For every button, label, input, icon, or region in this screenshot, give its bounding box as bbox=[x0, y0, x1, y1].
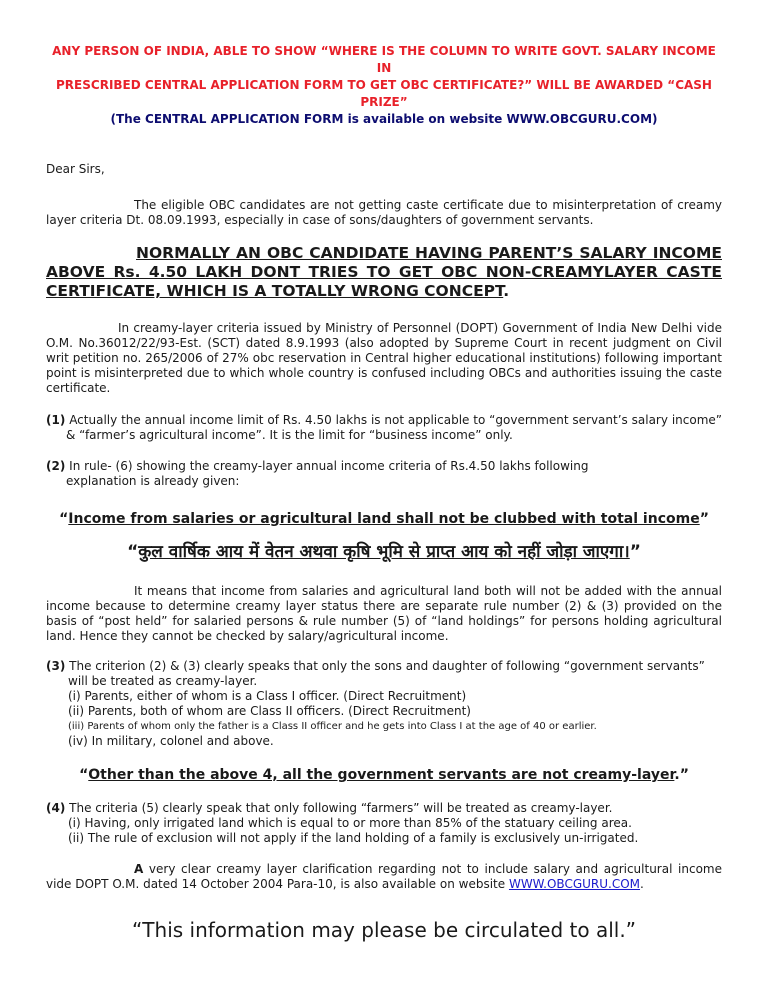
quote2-close: .” bbox=[674, 767, 689, 783]
quote-close: ” bbox=[699, 511, 709, 527]
headline-end: . bbox=[503, 282, 510, 300]
obcguru-link[interactable]: WWW.OBCGURU.COM bbox=[508, 877, 641, 891]
quote-open: “ bbox=[59, 511, 69, 527]
quote2-open: “ bbox=[79, 767, 89, 783]
point-3-list bbox=[46, 689, 722, 749]
list-item: (iv) In military, colonel and above. bbox=[68, 734, 274, 748]
point-1 bbox=[46, 413, 722, 443]
banner-line-3: (The CENTRAL APPLICATION FORM is available on website WWW.OBCGURU.COM) bbox=[110, 112, 658, 126]
criteria-paragraph: In creamy-layer criteria issued by Ministry of Personnel (DOPT) Government of India New Delhi vide O.M. No.36012/22/93-Est. (SCT) dated 8.9.1993 (also adopted by Supreme Court in recent judgment on Civil writ petition no. 265/2006 of 27% obc reservation in Central higher educational institutions) following important point is misinterpreted due to which whole country is confused including OBCs and authorities issuing the caste certificate. bbox=[46, 321, 722, 395]
hindi-quote-text: कुल वार्षिक आय में वेतन अथवा कृषि भूमि से प्राप्त आय को नहीं जोड़ा जाएगा। bbox=[138, 542, 630, 562]
point-2-continued: explanation is already given: bbox=[66, 474, 240, 488]
government-servants-quote-text: Other than the above 4, all the government servants are not creamy-layer bbox=[88, 767, 675, 783]
salutation: Dear Sirs, bbox=[46, 162, 105, 176]
point-3 bbox=[46, 659, 722, 674]
banner-line-1: ANY PERSON OF INDIA, ABLE TO SHOW “WHERE IS THE COLUMN TO WRITE GOVT. SALARY INCOME IN bbox=[52, 44, 716, 75]
headline-text: NORMALLY AN OBC CANDIDATE HAVING PARENT’S SALARY INCOME ABOVE Rs. 4.50 LAKH DONT TRIES TO GET OBC NON-CREAMYLAYER CASTE CERTIFICATE, WHICH IS A TOTALLY WRONG CONCEPT bbox=[46, 244, 722, 300]
list-item: (iii) Parents of whom only the father is a Class II officer and he gets into Class I at the age of 40 or earlier. bbox=[68, 721, 597, 732]
point-2 bbox=[46, 459, 722, 474]
point-3-number: (3) bbox=[46, 659, 66, 673]
explanation-paragraph: It means that income from salaries and agricultural land both will not be added with the annual income because to determine creamy layer status there are separate rule number (2) & (3) provided on the basis of “post held” for salaried persons & rule number (5) of “land holdings” for persons holding agricultural land. Hence they cannot be checked by salary/agricultural income. bbox=[46, 584, 722, 643]
hindi-quote bbox=[46, 539, 722, 562]
point-4-text: The criteria (5) clearly speak that only following “farmers” will be treated as creamy-layer. bbox=[69, 801, 613, 815]
intro-paragraph: The eligible OBC candidates are not getting caste certificate due to misinterpretation of creamy layer criteria Dt. 08.09.1993, especially in case of sons/daughters of government servants. bbox=[46, 198, 722, 227]
point-3-text: The criterion (2) & (3) clearly speaks that only the sons and daughter of following “government servants” bbox=[69, 659, 705, 673]
clarification-end: . bbox=[640, 877, 644, 891]
point-2-number: (2) bbox=[46, 459, 66, 473]
list-item: (i) Having, only irrigated land which is equal to or more than 85% of the statuary ceiling area. bbox=[68, 816, 632, 830]
point-4 bbox=[46, 801, 722, 816]
list-item: (ii) The rule of exclusion will not apply if the land holding of a family is exclusively un-irrigated. bbox=[68, 831, 639, 845]
clarification-text: very clear creamy layer clarification regarding not to include salary and agricultural income vide DOPT O.M. dated 14 October 2004 Para-10, is also available on website bbox=[46, 862, 722, 891]
english-quote-text: Income from salaries or agricultural land shall not be clubbed with total income bbox=[68, 511, 700, 527]
point-4-number: (4) bbox=[46, 801, 66, 815]
banner-line-2: PRESCRIBED CENTRAL APPLICATION FORM TO GET OBC CERTIFICATE?” WILL BE AWARDED “CASH PRIZE” bbox=[56, 78, 712, 109]
list-item: (i) Parents, either of whom is a Class I officer. (Direct Recruitment) bbox=[68, 689, 467, 703]
english-quote bbox=[46, 511, 722, 527]
prize-banner bbox=[46, 0, 722, 128]
point-2-text: In rule- (6) showing the creamy-layer annual income criteria of Rs.4.50 lakhs following bbox=[69, 459, 589, 473]
hindi-quote-open: “ bbox=[127, 542, 139, 562]
closing-note: “This information may please be circulated to all.” bbox=[131, 918, 637, 942]
list-item: (ii) Parents, both of whom are Class II officers. (Direct Recruitment) bbox=[68, 704, 471, 718]
clarification-paragraph bbox=[46, 862, 722, 892]
point-1-text: Actually the annual income limit of Rs. 4.50 lakhs is not applicable to “government servant’s salary income” & “farmer’s agricultural income”. It is the limit for “business income” only. bbox=[66, 413, 722, 442]
government-servants-quote bbox=[46, 767, 722, 783]
headline bbox=[46, 244, 722, 301]
point-3-continued: will be treated as creamy-layer. bbox=[68, 674, 258, 688]
point-4-list bbox=[46, 816, 722, 846]
hindi-quote-close: ” bbox=[629, 542, 641, 562]
clarification-lead: A bbox=[134, 862, 144, 876]
point-1-number: (1) bbox=[46, 413, 66, 427]
